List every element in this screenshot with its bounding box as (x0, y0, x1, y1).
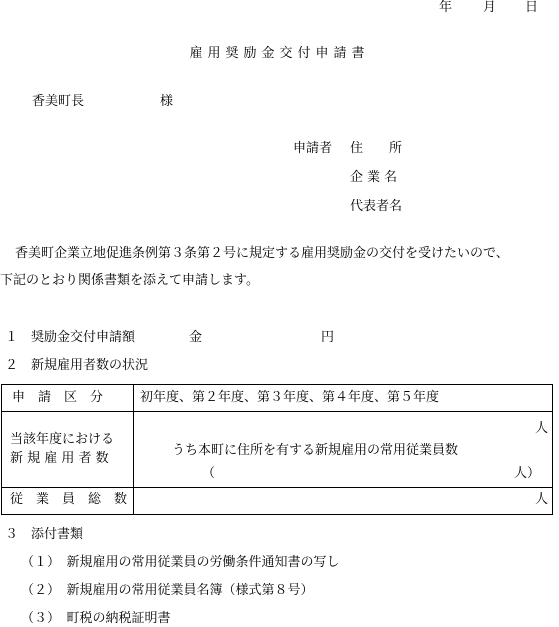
table-row1-unit-top: 人 (535, 421, 549, 436)
attachment-item: （１） 新規雇用の常用従業員の労働条件通知書の写し (21, 555, 340, 570)
table-row1-label-line1: 当該年度における (10, 432, 115, 447)
document-title: 雇用奨励金交付申請書 (189, 46, 370, 61)
table-header-label: 申 請 区 分 (12, 390, 104, 405)
applicant-representative-label: 代表者名 (350, 199, 403, 214)
applicant-company-label: 企業名 (350, 170, 402, 185)
table-column-divider (133, 385, 134, 514)
attachment-item: （３） 町税の納税証明書 (21, 611, 171, 626)
addressee-honorific: 様 (160, 94, 174, 109)
item1-unit: 円 (321, 330, 335, 345)
addressee-name: 香美町長 (32, 94, 85, 109)
table-row2-unit: 人 (535, 492, 549, 507)
body-text-line1: 香美町企業立地促進条例第３条第２号に規定する雇用奨励金の交付を受けたいので、 (15, 246, 509, 261)
date-year: 年 (439, 0, 453, 15)
employment-table (1, 384, 553, 515)
attachment-item: （２） 新規雇用の常用従業員名簿（様式第８号） (21, 583, 314, 598)
table-row1-description: うち本町に住所を有する新規雇用の常用従業員数 (172, 443, 459, 458)
item1-amount-prefix: 金 (189, 330, 203, 345)
table-row1-paren-open: （ (202, 466, 216, 481)
table-row1-label-line2: 新 規 雇 用 者 数 (10, 451, 109, 466)
body-text-line2: 下記のとおり関係書類を添えて申請します。 (0, 273, 259, 288)
table-divider (2, 487, 552, 488)
table-row1-paren-close: 人） (514, 466, 541, 481)
applicant-address-label: 住 所 (350, 141, 403, 156)
table-header-value: 初年度、第２年度、第３年度、第４年度、第５年度 (140, 390, 440, 405)
item2-label: ２ 新規雇用者数の状況 (5, 358, 149, 373)
table-row2-label: 従 業 員 総 数 (10, 492, 128, 507)
item1-label: １ 奨励金交付申請額 (5, 330, 136, 345)
date-month: 月 (483, 0, 497, 15)
table-divider (2, 411, 552, 412)
item3-label: ３ 添付書類 (5, 527, 84, 542)
date-day: 日 (525, 0, 539, 15)
applicant-label: 申請者 (293, 141, 333, 156)
